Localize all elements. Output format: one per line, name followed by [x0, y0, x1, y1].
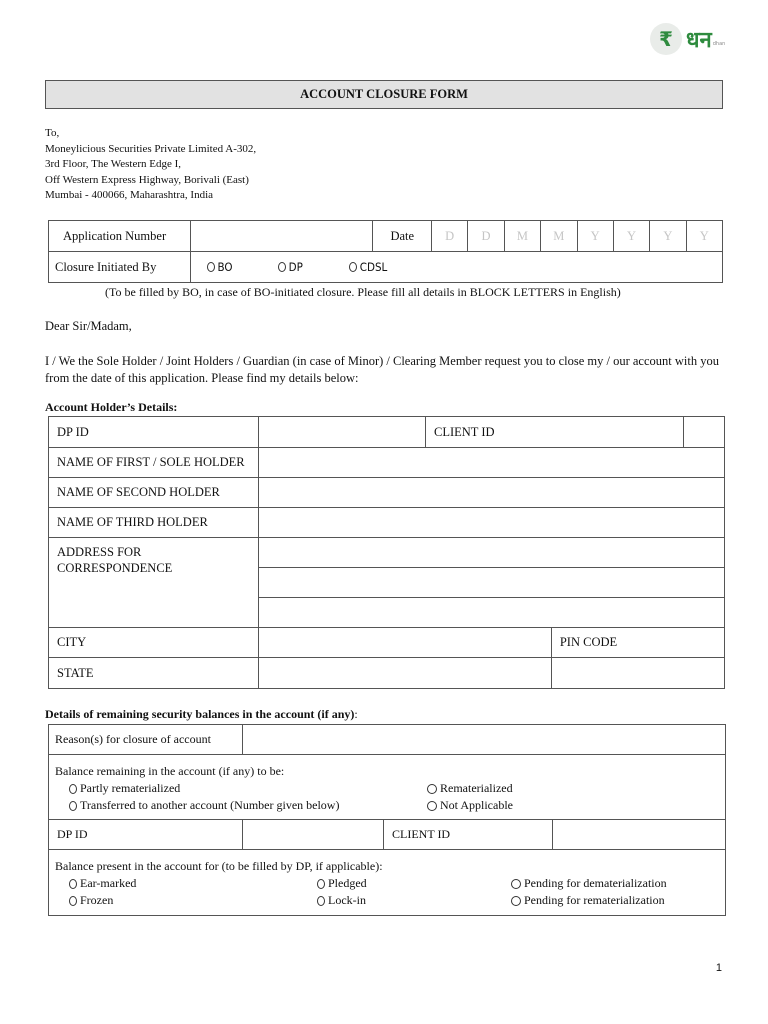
second-holder-field[interactable] — [259, 478, 725, 508]
radio-icon — [427, 801, 437, 811]
radio-frozen[interactable]: Frozen — [69, 892, 317, 909]
logo-text: धन — [686, 28, 712, 53]
radio-pledged[interactable]: Pledged — [317, 875, 511, 892]
reason-field[interactable] — [243, 725, 726, 755]
dp-id-label: DP ID — [49, 417, 259, 448]
address-label: ADDRESS FOR CORRESPONDENCE — [49, 538, 259, 628]
radio-icon — [69, 896, 77, 906]
radio-pending-rematerialization[interactable]: Pending for rematerialization — [511, 892, 667, 909]
client-id-label: CLIENT ID — [384, 820, 553, 850]
application-number-field[interactable] — [190, 221, 373, 252]
dp-id-field[interactable] — [243, 820, 384, 850]
first-holder-label: NAME OF FIRST / SOLE HOLDER — [49, 448, 259, 478]
client-id-field[interactable] — [553, 820, 726, 850]
date-box[interactable]: M — [541, 221, 577, 252]
date-box[interactable]: M — [504, 221, 540, 252]
radio-icon — [511, 896, 521, 906]
request-line: from the date of this application. Please find my details below: — [45, 371, 359, 385]
date-box[interactable]: Y — [577, 221, 613, 252]
closure-initiated-label: Closure Initiated By — [49, 252, 191, 283]
balance-remaining-section: Balance remaining in the account (if any) to be: Partly rematerialized Transferred to another account (Number given below) Rematerialized Not Applicable — [49, 755, 726, 820]
application-table — [48, 220, 723, 283]
dp-id-field[interactable] — [259, 417, 426, 448]
client-id-label: CLIENT ID — [426, 417, 684, 448]
radio-transferred[interactable]: Transferred to another account (Number given below) — [69, 797, 427, 814]
page-number: 1 — [715, 962, 722, 974]
radio-pending-dematerialization[interactable]: Pending for dematerialization — [511, 875, 667, 892]
pin-code-field[interactable] — [551, 658, 724, 689]
date-box[interactable]: Y — [650, 221, 686, 252]
city-field[interactable] — [259, 628, 552, 658]
radio-not-applicable[interactable]: Not Applicable — [427, 797, 513, 814]
form-title: ACCOUNT CLOSURE FORM — [45, 80, 723, 109]
reason-label: Reason(s) for closure of account — [49, 725, 243, 755]
balances-heading: Details of remaining security balances in the account (if any): — [45, 707, 358, 721]
state-label: STATE — [49, 658, 259, 689]
recipient-address — [45, 126, 256, 204]
radio-icon — [317, 896, 325, 906]
radio-dp[interactable]: DP — [278, 260, 346, 274]
address-line: Off Western Express Highway, Borivali (East) — [45, 173, 249, 186]
address-line: Mumbai - 400066, Maharashtra, India — [45, 189, 214, 201]
dp-id-label: DP ID — [49, 820, 243, 850]
address-field-line1[interactable] — [259, 538, 725, 568]
balance-present-section: Balance present in the account for (to be filled by DP, if applicable): Ear-marked Frozen Pledged Lock-in Pending for dematerialization Pending for rematerialization — [49, 850, 726, 916]
radio-cdsl[interactable]: CDSL — [349, 260, 388, 274]
radio-partly-rematerialized[interactable]: Partly rematerialized — [69, 780, 427, 797]
radio-rematerialized[interactable]: Rematerialized — [427, 780, 513, 797]
radio-icon — [427, 784, 437, 794]
radio-icon — [278, 262, 286, 272]
first-holder-field[interactable] — [259, 448, 725, 478]
holder-details-table — [48, 416, 725, 689]
date-box[interactable]: D — [432, 221, 468, 252]
third-holder-label: NAME OF THIRD HOLDER — [49, 508, 259, 538]
radio-icon — [511, 879, 521, 889]
address-line: Moneylicious Securities Private Limited A-302, — [45, 142, 257, 155]
request-line: I / We the Sole Holder / Joint Holders / Guardian (in case of Minor) / Clearing Member request you to close my / our account with you — [45, 354, 719, 368]
radio-icon — [349, 262, 357, 272]
radio-icon — [69, 879, 77, 889]
state-field[interactable] — [259, 658, 552, 689]
radio-icon — [317, 879, 325, 889]
pin-code-label: PIN CODE — [551, 628, 724, 658]
logo-subtext: dhan — [712, 41, 726, 47]
date-label: Date — [373, 221, 432, 252]
dhan-logo — [650, 22, 725, 56]
holder-details-heading: Account Holder’s Details: — [45, 400, 178, 414]
third-holder-field[interactable] — [259, 508, 725, 538]
radio-icon — [69, 801, 77, 811]
balances-table — [48, 724, 726, 916]
salutation: Dear Sir/Madam, — [45, 319, 132, 333]
city-label: CITY — [49, 628, 259, 658]
radio-icon — [69, 784, 77, 794]
address-line: 3rd Floor, The Western Edge I, — [45, 158, 182, 170]
date-box[interactable]: D — [468, 221, 504, 252]
closure-initiated-options — [190, 252, 722, 283]
radio-lock-in[interactable]: Lock-in — [317, 892, 511, 909]
address-field-line2[interactable] — [259, 568, 725, 598]
radio-ear-marked[interactable]: Ear-marked — [69, 875, 317, 892]
address-line: To, — [45, 127, 60, 139]
radio-bo[interactable]: BO — [207, 260, 275, 274]
address-field-line3[interactable] — [259, 598, 725, 628]
radio-icon — [207, 262, 215, 272]
rupee-icon: ₹ — [650, 23, 682, 55]
date-box[interactable]: Y — [686, 221, 722, 252]
instruction-note: (To be filled by BO, in case of BO-initiated closure. Please fill all details in BLOCK LETTERS in English) — [105, 285, 621, 299]
date-box[interactable]: Y — [613, 221, 649, 252]
application-number-label: Application Number — [49, 221, 191, 252]
second-holder-label: NAME OF SECOND HOLDER — [49, 478, 259, 508]
client-id-field[interactable] — [683, 417, 724, 448]
